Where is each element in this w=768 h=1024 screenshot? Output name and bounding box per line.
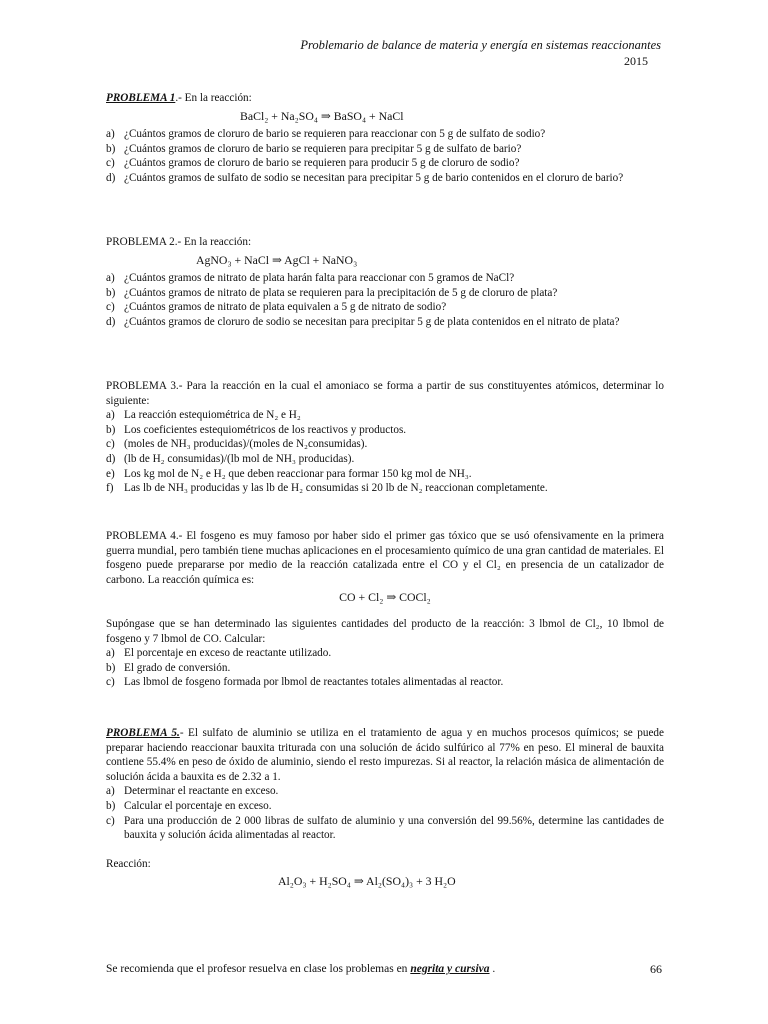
item-label: b) [106,423,116,436]
list-item [106,286,664,301]
problem-5-heading [106,726,664,784]
problem-5-title: PROBLEMA 5. [106,727,180,739]
item-label: b) [106,286,116,299]
item-text: ¿Cuántos gramos de cloruro de sodio se necesitan para precipitar 5 g de plata contenidos en el nitrato de plata? [124,315,620,328]
problem-1-title: PROBLEMA 1 [106,92,176,104]
item-text: ¿Cuántos gramos de cloruro de bario se requieren para reaccionar con 5 g de sulfato de sodio? [124,128,546,141]
item-label: d) [106,315,116,328]
item-label: d) [106,452,116,465]
problem-5-questions [106,784,664,842]
list-item [106,437,664,452]
item-text: (moles de NH₃ producidas)/(moles de N₂consumidas). [124,438,368,451]
problem-1-intro: .- En la reacción: [175,92,252,104]
item-label: c) [106,301,115,314]
item-label: c) [106,676,115,689]
item-label: b) [106,142,116,155]
item-label: e) [106,467,115,480]
list-item [106,271,664,286]
list-item [106,127,664,142]
item-text: Los kg mol de N₂ e H₂ que deben reaccionar para formar 150 kg mol de NH₃. [124,467,472,480]
problem-4-questions [106,646,664,690]
problem-4-intro: PROBLEMA 4.- El fosgeno es muy famoso por haber sido el primer gas tóxico que se usó ofensivamente en la primera guerra mundial, pero también tiene muchas aplicaciones en el procesamiento químico de una gran cantidad de materiales. El fosgeno puede prepararse por medio de la reacción catalizada entre el CO y el Cl₂ en presencia de un catalizador de carbono. La reacción química es: [106,530,664,586]
item-text: La reacción estequiométrica de N₂ e H₂ [124,409,301,422]
running-header-year: 2015 [624,54,648,68]
list-item [106,408,664,423]
problem-3 [106,379,664,496]
item-text: Determinar el reactante en exceso. [124,785,279,798]
item-label: a) [106,647,115,660]
item-label: a) [106,409,115,422]
item-label: a) [106,272,115,285]
list-item [106,142,664,157]
item-text: ¿Cuántos gramos de nitrato de plata harán falta para reaccionar con 5 gramos de NaCl? [124,272,515,285]
item-label: c) [106,814,115,827]
item-label: c) [106,157,115,170]
list-item [106,675,664,690]
list-item [106,467,664,482]
item-label: a) [106,785,115,798]
item-text: (lb de H₂ consumidas)/(lb mol de NH₃ producidas). [124,452,355,465]
list-item [106,481,664,496]
item-text: ¿Cuántos gramos de nitrato de plata equivalen a 5 g de nitrato de sodio? [124,301,447,314]
problem-2 [106,235,664,330]
problem-1-equation: BaCl₂ + Na₂SO₄ ⇒ BaSO₄ + NaCl [240,108,404,123]
list-item [106,156,664,171]
problem-2-equation: AgNO₃ + NaCl ⇒ AgCl + NaNO₃ [196,252,358,267]
item-label: a) [106,128,115,141]
item-label: c) [106,438,115,451]
problem-3-questions [106,408,664,496]
problem-2-intro: PROBLEMA 2.- En la reacción: [106,236,252,248]
problem-1 [106,91,664,186]
list-item [106,423,664,438]
item-text: ¿Cuántos gramos de nitrato de plata se requieren para la precipitación de 5 g de cloruro de plata? [124,286,558,299]
item-label: b) [106,799,116,812]
item-text: El grado de conversión. [124,661,231,674]
list-item [106,661,664,676]
problem-3-intro: PROBLEMA 3.- Para la reacción en la cual el amoniaco se forma a partir de sus constituyentes atómicos, determinar lo siguiente: [106,380,664,407]
item-text: Para una producción de 2 000 libras de sulfato de aluminio y una conversión del 99.56%, determine las cantidades de bauxita y solución ácida alimentadas al reactor. [124,814,664,842]
list-item [106,784,664,799]
item-label: b) [106,661,116,674]
item-text: ¿Cuántos gramos de cloruro de bario se requieren para precipitar 5 g de sulfato de bario? [124,142,522,155]
item-text: Las lbmol de fosgeno formada por lbmol de reactantes totales alimentadas al reactor. [124,676,504,689]
item-text: ¿Cuántos gramos de cloruro de bario se requieren para producir 5 g de cloruro de sodio? [124,157,520,170]
list-item [106,315,664,330]
problem-1-heading [106,91,664,106]
footer-end: . [489,963,496,975]
list-item [106,452,664,467]
problem-2-questions [106,271,664,329]
item-label: f) [106,482,114,495]
item-label: d) [106,171,116,184]
footer-emphasis: negrita y cursiva [410,963,490,975]
item-text: ¿Cuántos gramos de sulfato de sodio se necesitan para precipitar 5 g de bario contenidos en el cloruro de bario? [124,171,624,184]
problem-5-equation: Al₂O₃ + H₂SO₄ ⇒ Al₂(SO₄)₃ + 3 H₂O [278,874,456,889]
list-item [106,799,664,814]
problem-4 [106,529,664,690]
list-item [106,171,664,186]
running-header-title: Problemario de balance de materia y energía en sistemas reaccionantes [300,38,661,52]
page-number: 66 [650,962,662,976]
footer-text: Se recomienda que el profesor resuelva en clase los problemas en [106,963,411,975]
problem-4-equation: CO + Cl₂ ⇒ COCl₂ [339,590,431,605]
footer-note [106,962,662,977]
problem-4-text: Supóngase que se han determinado las siguientes cantidades del producto de la reacción: 3 lbmol de Cl₂, 10 lbmol de fosgeno y 7 lbmol de CO. Calcular: [106,617,664,645]
problem-5-intro: - El sulfato de aluminio se utiliza en el tratamiento de agua y en muchos procesos químicos; se puede preparar haciendo reaccionar bauxita triturada con una solución de ácido sulfúrico al 77% en peso. El mineral de bauxita contiene 55.4% en peso de óxido de aluminio, siendo el resto impurezas. Si al reactor, la relación másica de alimentación de solución ácida a bauxita es de 2.32 a 1. [106,727,664,783]
problem-1-questions [106,127,664,185]
item-text: Los coeficientes estequiométricos de los reactivos y productos. [124,423,407,436]
list-item [106,646,664,661]
item-text: Las lb de NH₃ producidas y las lb de H₂ consumidas si 20 lb de N₂ reaccionan completamente. [124,482,548,495]
problem-5 [106,726,664,893]
item-text: Calcular el porcentaje en exceso. [124,799,272,812]
reaction-label: Reacción: [106,857,151,870]
item-text: El porcentaje en exceso de reactante utilizado. [124,647,332,660]
list-item [106,814,664,843]
list-item [106,300,664,315]
